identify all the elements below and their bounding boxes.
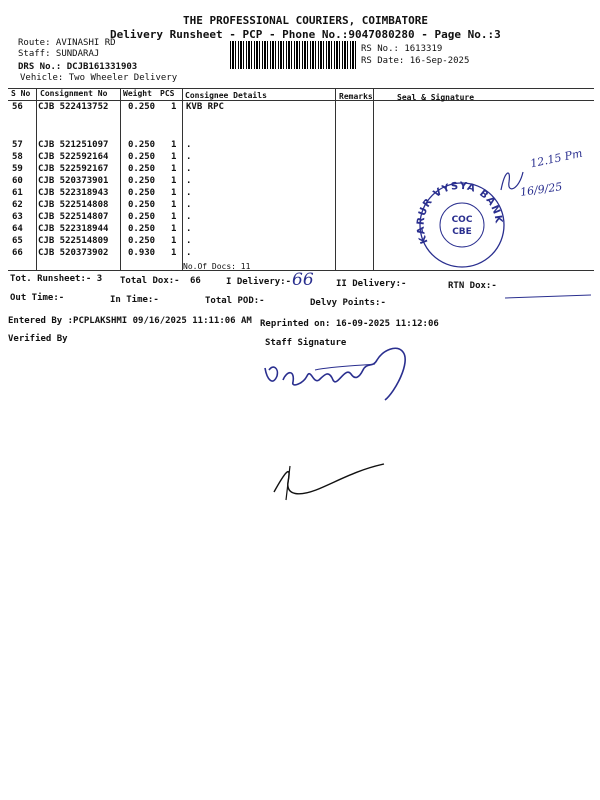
row-consignee: . bbox=[186, 248, 192, 258]
ii-delivery-label: II Delivery:- bbox=[336, 279, 407, 289]
col-header-consignment: Consignment No bbox=[40, 89, 108, 98]
row-weight: 0.250 bbox=[128, 236, 156, 246]
row-consignment-no: CJB 522318943 bbox=[38, 188, 109, 198]
row-sno: 58 bbox=[12, 152, 23, 162]
row-consignment-no: CJB 522514808 bbox=[38, 200, 109, 210]
row-pcs: 1 bbox=[171, 102, 177, 112]
row-weight: 0.250 bbox=[128, 212, 156, 222]
row-weight: 0.250 bbox=[128, 188, 156, 198]
col-header-sno: S No bbox=[11, 89, 31, 98]
col-divider bbox=[120, 88, 121, 270]
row-consignment-no: CJB 521251097 bbox=[38, 140, 109, 150]
runsheet-subtitle: Delivery Runsheet - PCP - Phone No.:9047080280 - Page No.:3 bbox=[110, 28, 501, 41]
vehicle: Vehicle: Two Wheeler Delivery bbox=[20, 73, 178, 83]
entered-by: Entered By :PCPLAKSHMI 09/16/2025 11:11:06 AM bbox=[8, 316, 252, 326]
row-consignee: . bbox=[186, 212, 192, 222]
row-sno: 63 bbox=[12, 212, 23, 222]
seal-center-cbe: CBE bbox=[452, 227, 472, 237]
seal-inner-ring bbox=[440, 203, 484, 247]
i-delivery-handwritten: 66 bbox=[292, 270, 314, 290]
row-sno: 56 bbox=[12, 102, 23, 112]
total-dox-value: 66 bbox=[190, 276, 201, 286]
i-delivery-label: I Delivery:- bbox=[226, 277, 292, 287]
bank-seal-stamp bbox=[410, 180, 510, 270]
handwritten-time: 12.15 Pm bbox=[529, 146, 584, 171]
row-consignment-no: CJB 522514807 bbox=[38, 212, 109, 222]
row-consignee: . bbox=[186, 164, 192, 174]
row-sno: 64 bbox=[12, 224, 23, 234]
row-weight: 0.250 bbox=[128, 140, 156, 150]
row-pcs: 1 bbox=[171, 188, 177, 198]
out-time: Out Time:- bbox=[10, 293, 65, 303]
row-weight: 0.250 bbox=[128, 164, 156, 174]
row-pcs: 1 bbox=[171, 152, 177, 162]
row-pcs: 1 bbox=[171, 140, 177, 150]
row-sno: 66 bbox=[12, 248, 23, 258]
total-dox-label: Total Dox:- bbox=[120, 276, 180, 286]
col-header-remarks: Remarks bbox=[339, 92, 373, 101]
row-weight: 0.250 bbox=[128, 102, 156, 112]
col-divider bbox=[36, 88, 37, 270]
row-pcs: 1 bbox=[171, 236, 177, 246]
row-weight: 0.250 bbox=[128, 176, 156, 186]
row-weight: 0.250 bbox=[128, 224, 156, 234]
seal-center-coc: COC bbox=[451, 215, 473, 225]
row-sno: 60 bbox=[12, 176, 23, 186]
col-divider bbox=[182, 88, 183, 270]
row-consignee: . bbox=[186, 176, 192, 186]
row-weight: 0.930 bbox=[128, 248, 156, 258]
verified-by: Verified By bbox=[8, 334, 68, 344]
row-pcs: 1 bbox=[171, 212, 177, 222]
row-consignee: KVB RPC bbox=[186, 102, 224, 112]
row-sno: 62 bbox=[12, 200, 23, 210]
row-weight: 0.250 bbox=[128, 152, 156, 162]
drs-number: DRS No.: DCJB161331903 bbox=[18, 62, 138, 72]
row-pcs: 1 bbox=[171, 248, 177, 258]
in-time: In Time:- bbox=[110, 295, 159, 305]
row-pcs: 1 bbox=[171, 164, 177, 174]
row-pcs: 1 bbox=[171, 224, 177, 234]
row-pcs: 1 bbox=[171, 200, 177, 210]
row-sno: 59 bbox=[12, 164, 23, 174]
company-name: THE PROFESSIONAL COURIERS, COIMBATORE bbox=[183, 14, 429, 27]
no-of-docs: No.Of Docs: 11 bbox=[183, 262, 251, 271]
row-consignment-no: CJB 520373902 bbox=[38, 248, 109, 258]
row-consignee: . bbox=[186, 200, 192, 210]
row-sno: 61 bbox=[12, 188, 23, 198]
row-consignment-no: CJB 522514809 bbox=[38, 236, 109, 246]
row-consignee: . bbox=[186, 188, 192, 198]
rs-number: RS No.: 1613319 bbox=[361, 44, 443, 54]
seal-ring-text: KARUR VYSYA BANK bbox=[415, 180, 504, 246]
row-consignment-no: CJB 522592164 bbox=[38, 152, 109, 162]
col-header-pcs: PCS bbox=[160, 89, 175, 98]
rs-date: RS Date: 16-Sep-2025 bbox=[361, 56, 470, 66]
staff: Staff: SUNDARAJ bbox=[18, 49, 100, 59]
rtn-dox-label: RTN Dox:- bbox=[448, 281, 497, 291]
col-divider bbox=[373, 88, 374, 270]
pen-stroke bbox=[505, 294, 591, 298]
staff-signature bbox=[255, 340, 435, 410]
seal-initial-signature bbox=[497, 160, 527, 200]
staff-signature-label: Staff Signature bbox=[265, 338, 347, 348]
row-pcs: 1 bbox=[171, 176, 177, 186]
total-pod: Total POD:- bbox=[205, 296, 265, 306]
handwritten-date: 16/9/25 bbox=[519, 180, 564, 199]
row-consignment-no: CJB 522318944 bbox=[38, 224, 109, 234]
table-header-rule bbox=[8, 100, 594, 101]
row-consignee: . bbox=[186, 224, 192, 234]
col-header-consignee: Consignee Details bbox=[185, 91, 267, 100]
tot-runsheet: Tot. Runsheet:- 3 bbox=[10, 274, 103, 284]
col-divider bbox=[335, 88, 336, 270]
row-weight: 0.250 bbox=[128, 200, 156, 210]
row-consignee: . bbox=[186, 140, 192, 150]
col-header-weight: Weight bbox=[123, 89, 152, 98]
row-consignment-no: CJB 522592167 bbox=[38, 164, 109, 174]
reprinted-on: Reprinted on: 16-09-2025 11:12:06 bbox=[260, 319, 439, 329]
col-header-seal: Seal & Signature bbox=[397, 93, 475, 102]
row-consignment-no: CJB 522413752 bbox=[38, 102, 109, 112]
row-sno: 57 bbox=[12, 140, 23, 150]
row-consignment-no: CJB 520373901 bbox=[38, 176, 109, 186]
verifier-signature bbox=[260, 452, 390, 512]
delvy-points: Delvy Points:- bbox=[310, 298, 386, 308]
barcode bbox=[230, 41, 358, 69]
row-consignee: . bbox=[186, 236, 192, 246]
row-sno: 65 bbox=[12, 236, 23, 246]
route: Route: AVINASHI RD bbox=[18, 38, 116, 48]
row-consignee: . bbox=[186, 152, 192, 162]
